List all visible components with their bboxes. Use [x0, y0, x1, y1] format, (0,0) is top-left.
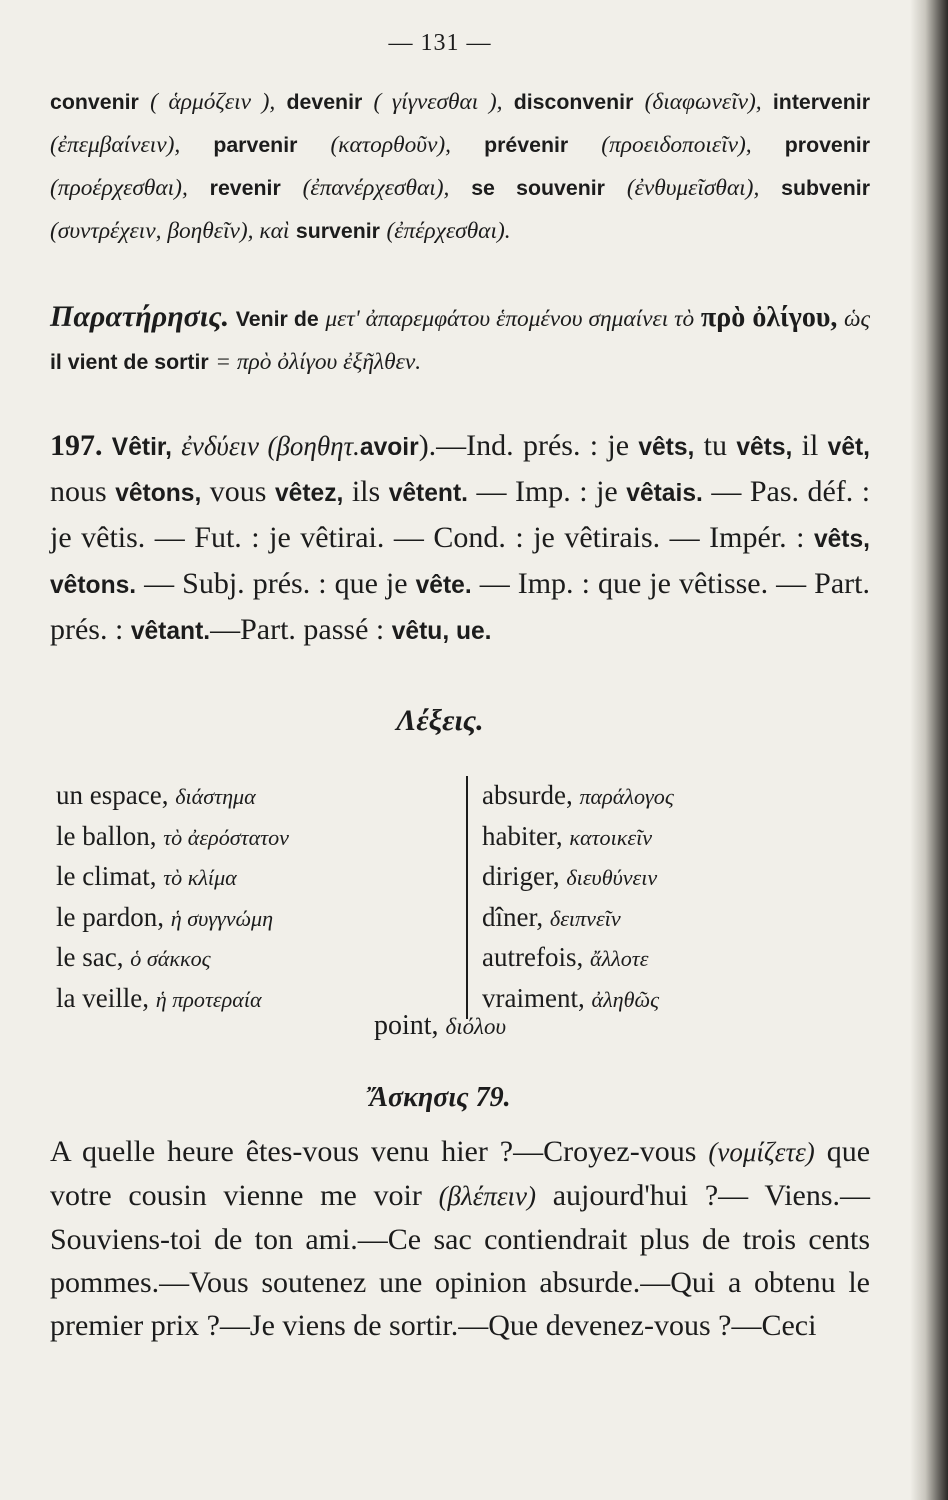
- verb-derivatives-paragraph: convenir ( ἁρμόζειν ), devenir ( γίγνεσθαι ), disconvenir (διαφωνεῖν), intervenir (ἐπεμβαίνειν), parvenir (κατορθοῦν), prévenir (προειδοποιεῖν), provenir (προέρχεσθαι), revenir (ἐπανέρχεσθαι), se souvenir (ἐνθυμεῖσθαι), subvenir (συντρέχειν, βοηθεῖν), καὶ survenir (ἐπέρχεσθαι).: [50, 89, 871, 244]
- vocabulary-left-column: [56, 776, 456, 1019]
- list-item: le ballon, τὸ ἀερόστατον: [56, 820, 290, 851]
- list-item: dîner, δειπνεῖν: [482, 901, 621, 932]
- section-number: 197.: [50, 429, 103, 462]
- list-item: autrefois, ἄλλοτε: [482, 942, 649, 972]
- vocabulary-table: [56, 776, 876, 1013]
- list-item: absurde, παράλογος: [482, 780, 674, 810]
- page-binding-shadow: [910, 0, 948, 1500]
- list-item: le climat, τὸ κλίμα: [56, 861, 237, 891]
- remark-heading: Παρατήρησις.: [50, 300, 230, 333]
- list-item: le pardon, ἡ συγγνώμη: [56, 901, 274, 932]
- exercise-paragraph: A quelle heure êtes-vous venu hier ?—Croyez-vous (νομίζετε) que votre cousin vienne me voir (βλέπειν) aujourd'hui ?— Viens.—Souviens-toi de ton ami.—Ce sac contiendrait plus de trois cents pommes.—Vous soutenez une opinion absurde.—Qui a obtenu le premier prix ?—Je viens de sortir.—Que devenez-vous ?—Ceci: [50, 1135, 871, 1342]
- list-item: diriger, διευθύνειν: [482, 861, 658, 891]
- list-item: habiter, κατοικεῖν: [482, 820, 653, 851]
- list-item: un espace, διάστημα: [56, 780, 256, 810]
- page-number: — 131 —: [388, 30, 492, 56]
- list-item: vraiment, ἀληθῶς: [482, 982, 660, 1013]
- list-item: le sac, ὁ σάκκος: [56, 942, 211, 972]
- vocabulary-last-entry: point, διόλου: [373, 1010, 507, 1041]
- vocabulary-heading: Λέξεις.: [396, 704, 484, 737]
- section-197-paragraph: 197. Vêtir, ἐνδύειν (βοηθητ.avoir).—Ind. prés. : je vêts, tu vêts, il vêt, nous vêtons, vous vêtez, ils vêtent. — Imp. : je vêtais. — Pas. déf. : je vêtis. — Fut. : je vêtirai. — Cond. : je vêtirais. — Impér. : vêts, vêtons. — Subj. prés. : que je vête. — Imp. : que je vêtisse. — Part. prés. : vêtant.—Part. passé : vêtu, ue.: [50, 429, 871, 646]
- list-item: la veille, ἡ προτεραία: [56, 982, 262, 1013]
- remark-paragraph: Παρατήρησις. Venir de μετ' ἀπαρεμφάτου ἑπομένου σημαίνει τὸ πρὸ ὀλίγου, ὡς il vient de sortir = πρὸ ὀλίγου ἐξῆλθεν.: [50, 300, 871, 375]
- vocabulary-right-column: [466, 776, 892, 1019]
- exercise-heading: Ἄσκησις 79.: [369, 1082, 511, 1113]
